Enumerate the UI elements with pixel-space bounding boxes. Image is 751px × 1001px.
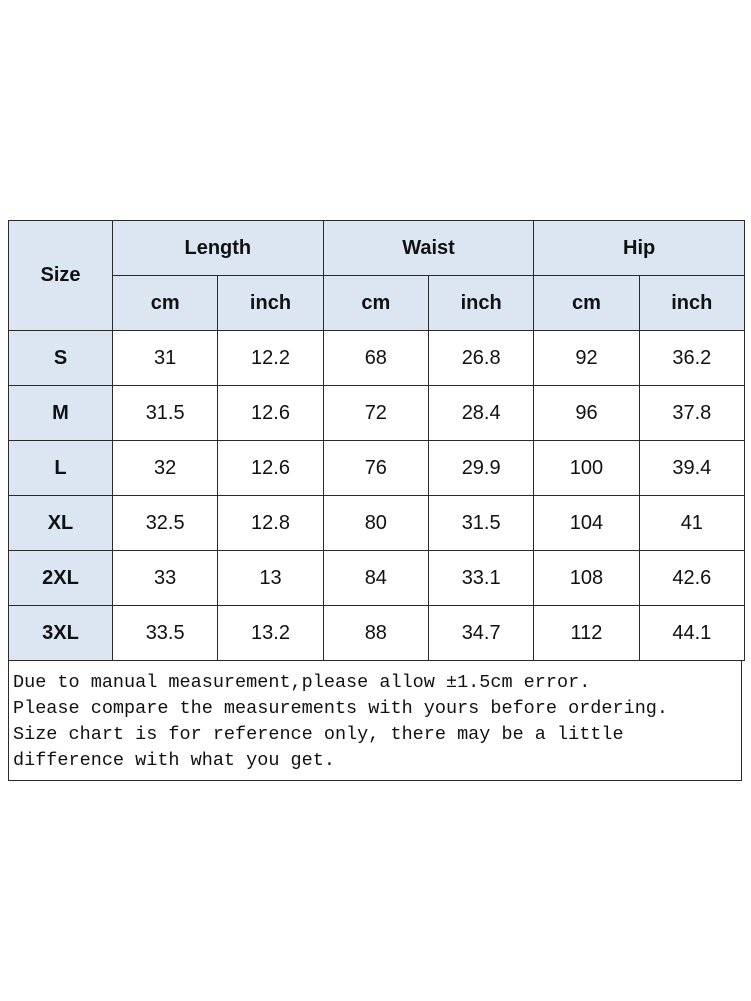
table-cell: 72 xyxy=(323,386,428,441)
table-row xyxy=(9,551,745,606)
table-cell: 68 xyxy=(323,331,428,386)
table-cell: 12.6 xyxy=(218,386,323,441)
unit-header: cm xyxy=(323,276,428,331)
size-label: XL xyxy=(9,496,113,551)
size-label: 3XL xyxy=(9,606,113,661)
table-row xyxy=(9,606,745,661)
size-label: 2XL xyxy=(9,551,113,606)
table-cell: 84 xyxy=(323,551,428,606)
group-header-hip: Hip xyxy=(534,221,745,276)
unit-header: cm xyxy=(534,276,639,331)
group-header-waist: Waist xyxy=(323,221,534,276)
table-cell: 33.5 xyxy=(113,606,218,661)
table-cell: 41 xyxy=(639,496,744,551)
note-line: difference with what you get. xyxy=(13,750,335,771)
table-cell: 12.2 xyxy=(218,331,323,386)
table-row xyxy=(9,331,745,386)
size-label: S xyxy=(9,331,113,386)
table-cell: 26.8 xyxy=(428,331,533,386)
table-cell: 36.2 xyxy=(639,331,744,386)
table-cell: 96 xyxy=(534,386,639,441)
table-cell: 108 xyxy=(534,551,639,606)
table-cell: 92 xyxy=(534,331,639,386)
size-column-header: Size xyxy=(9,221,113,331)
table-cell: 39.4 xyxy=(639,441,744,496)
table-cell: 76 xyxy=(323,441,428,496)
table-cell: 33 xyxy=(113,551,218,606)
table-cell: 37.8 xyxy=(639,386,744,441)
group-header-row xyxy=(9,221,745,276)
table-cell: 100 xyxy=(534,441,639,496)
unit-header: cm xyxy=(113,276,218,331)
table-cell: 80 xyxy=(323,496,428,551)
unit-header: inch xyxy=(639,276,744,331)
table-cell: 33.1 xyxy=(428,551,533,606)
table-row xyxy=(9,386,745,441)
table-cell: 13 xyxy=(218,551,323,606)
table-cell: 31 xyxy=(113,331,218,386)
table-cell: 42.6 xyxy=(639,551,744,606)
table-row xyxy=(9,496,745,551)
size-table xyxy=(8,220,745,661)
table-cell: 112 xyxy=(534,606,639,661)
table-cell: 34.7 xyxy=(428,606,533,661)
table-cell: 31.5 xyxy=(428,496,533,551)
unit-header: inch xyxy=(428,276,533,331)
note-line: Due to manual measurement,please allow ±1.5cm error. xyxy=(13,672,591,693)
table-cell: 12.8 xyxy=(218,496,323,551)
table-cell: 32.5 xyxy=(113,496,218,551)
table-row xyxy=(9,441,745,496)
table-cell: 44.1 xyxy=(639,606,744,661)
table-cell: 32 xyxy=(113,441,218,496)
note-line: Please compare the measurements with yours before ordering. xyxy=(13,698,669,719)
unit-header: inch xyxy=(218,276,323,331)
group-header-length: Length xyxy=(113,221,324,276)
size-chart xyxy=(8,220,744,781)
table-cell: 104 xyxy=(534,496,639,551)
measurement-note xyxy=(8,661,742,781)
note-line: Size chart is for reference only, there may be a little xyxy=(13,724,624,745)
table-cell: 31.5 xyxy=(113,386,218,441)
table-cell: 88 xyxy=(323,606,428,661)
table-cell: 28.4 xyxy=(428,386,533,441)
table-cell: 12.6 xyxy=(218,441,323,496)
table-cell: 13.2 xyxy=(218,606,323,661)
size-label: M xyxy=(9,386,113,441)
unit-header-row xyxy=(9,276,745,331)
table-cell: 29.9 xyxy=(428,441,533,496)
size-label: L xyxy=(9,441,113,496)
